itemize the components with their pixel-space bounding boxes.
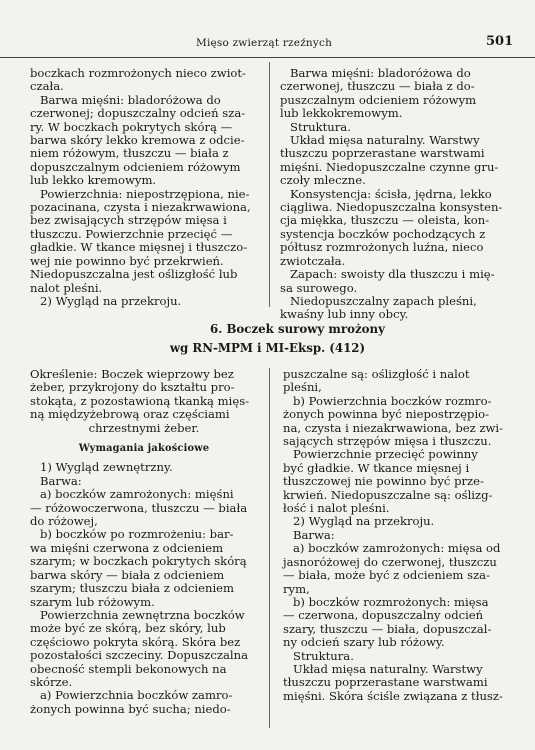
text-line: Struktura. [293, 648, 354, 663]
text-line: niem różowym, tłuszczu — biała z [30, 146, 229, 161]
text-line: jasnoróżowej do czerwonej, tłuszczu [283, 554, 497, 569]
text-line: chrzestnymi żeber. [88, 420, 200, 435]
text-line: gładkie. W tkance mięsnej i tłuszczo- [30, 240, 248, 255]
text-line: lub lekkokremowym. [280, 106, 403, 121]
text-line: b) Powierzchnia boczków rozmro- [293, 393, 492, 408]
text-line: — biała, może być z odcieniem sza- [283, 568, 491, 583]
text-line: ry. W boczkach pokrytych skórą — [30, 119, 233, 134]
text-line: szarym; w boczkach pokrytych skórą [30, 554, 247, 569]
text-line: mięśni. Niedopuszczalne czynne gru- [280, 159, 499, 174]
text-line: czoły mleczne. [280, 173, 366, 188]
text-line: ny odcień szary lub różowy. [283, 635, 445, 650]
text-line: żeber, przykrojony do kształtu pro- [30, 380, 235, 395]
text-line: Barwa: [40, 473, 82, 488]
text-line: zwiotczała. [280, 253, 346, 268]
text-line: lub lekko kremowym. [30, 173, 157, 188]
top-column-divider [269, 62, 270, 307]
text-line: ciągliwa. Niedopuszczalna konsysten- [280, 200, 503, 215]
requirements-subheading: Wymagania jakościowe [78, 443, 210, 455]
top-right-column [280, 67, 512, 322]
text-line: boczkach rozmrożonych nieco zwiot- [30, 66, 246, 80]
text-line: krwień. Niedopuszczalne są: oślizg- [283, 487, 493, 502]
page-header [0, 30, 535, 52]
text-line: Struktura. [290, 119, 351, 134]
text-line: może być ze skórą, bez skóry, lub [30, 621, 226, 636]
text-line: żonych powinna być sucha; niedo- [30, 701, 231, 716]
text-line: b) boczków rozmrożonych: mięsa [293, 594, 489, 609]
text-line: a) Powierzchnia boczków zamro- [40, 688, 233, 703]
text-line: tłuszczu poprzerastane warstwami [280, 146, 485, 161]
text-line: Określenie: Boczek wieprzowy bez [30, 367, 234, 381]
text-line: bez zwisających strzępów mięsa i [30, 213, 227, 228]
top-left-column [30, 67, 260, 308]
text-line: wa mięśni czerwona z odcieniem [30, 540, 224, 555]
text-line: a) boczków zamrożonych: mięśni [40, 487, 234, 502]
text-line: żonych powinna być niepostrzępio- [283, 407, 490, 422]
text-line: Niedopuszczalny zapach pleśni, [290, 293, 477, 308]
text-line: pozacinana, czysta i niezakrwawiona, [30, 200, 251, 215]
text-line: pleśni, [283, 380, 322, 395]
text-line: systencja boczków pochodzących z [280, 226, 486, 241]
text-line: ną międzyżebrową oraz częściami [30, 407, 230, 422]
text-line: czerwonej, tłuszczu — biała z do- [280, 79, 475, 94]
text-line: Barwa mięśni: bladoróżowa do [290, 66, 471, 80]
text-line: Powierzchnia zewnętrzna boczków [40, 607, 245, 622]
section-heading [0, 322, 535, 355]
text-line: barwa skóry lekko kremowa z odcie- [30, 133, 245, 148]
text-line: nalot pleśni. [30, 280, 103, 295]
text-line: barwa skóry — biała z odcieniem [30, 567, 225, 582]
text-line: a) boczków zamrożonych: mięsa od [293, 541, 501, 556]
text-line: rym, [283, 581, 310, 596]
text-line: dopuszczalnym odcieniem różowym [30, 159, 241, 174]
bottom-left-column [30, 368, 258, 716]
text-line: mięśni. Skóra ściśle związana z tłusz- [283, 688, 503, 703]
text-line: — czerwona, dopuszczalny odcień [283, 608, 484, 623]
page-number: 501 [486, 34, 514, 49]
text-line: łość i nalot pleśni. [283, 501, 390, 516]
text-line: być gładkie. W tkance mięsnej i [283, 460, 470, 475]
text-line: b) boczków po rozmrożeniu: bar- [40, 527, 234, 542]
text-line: kwaśny lub inny obcy. [280, 307, 409, 322]
text-line: wej nie powinno być przekrwień. [30, 253, 224, 268]
text-line: szarym; tłuszczu biała z odcieniem [30, 581, 235, 596]
header-rule [0, 57, 535, 58]
text-line: tłuszczu poprzerastane warstwami [283, 675, 488, 690]
text-line: tłuszczowej nie powinno być prze- [283, 474, 484, 489]
text-line: pozostałości szczeciny. Dopuszczalna [30, 648, 248, 663]
text-line: 2) Wygląd na przekroju. [40, 293, 182, 308]
bottom-column-divider [269, 368, 270, 728]
running-title: Mięso zwierząt rzeźnych [196, 37, 333, 49]
section-title: 6. Boczek surowy mrożony [210, 322, 385, 336]
text-line: 1) Wygląd zewnętrzny. [40, 460, 173, 475]
text-line: cja miękka, tłuszczu — oleista, kon- [280, 213, 490, 228]
text-line: półtusz rozmrożonych luźna, nieco [280, 240, 484, 255]
text-line: czerwonej; dopuszczalny odcień sza- [30, 106, 246, 121]
text-line: stokąta, z pozostawioną tkanką mięs- [30, 393, 250, 408]
text-line: skórze. [30, 674, 73, 689]
text-line: Układ mięsa naturalny. Warstwy [290, 133, 480, 148]
text-line: sających strzępów mięsa i tłuszczu. [283, 434, 492, 449]
text-line: Zapach: swoisty dla tłuszczu i mię- [290, 267, 495, 282]
text-line: sa surowego. [280, 280, 358, 295]
text-line: do różowej, [30, 514, 98, 529]
text-line: — różowoczerwona, tłuszczu — biała [30, 500, 248, 515]
text-line: szary, tłuszczu — biała, dopuszczal- [283, 621, 492, 636]
text-line: puszczalne są: oślizgłość i nalot [283, 367, 470, 381]
text-line: na, czysta i niezakrwawiona, bez zwi- [283, 420, 504, 435]
text-line: częściowo pokryta skórą. Skóra bez [30, 634, 241, 649]
text-line: Układ mięsa naturalny. Warstwy [293, 661, 483, 676]
text-line: Barwa: [293, 527, 335, 542]
text-line: puszczalnym odcieniem różowym [280, 92, 477, 107]
text-line: Konsystencja: ścisła, jędrna, lekko [290, 186, 492, 201]
bottom-right-column [283, 368, 510, 703]
text-line: czała. [30, 79, 64, 94]
text-line: obecność stempli bekonowych na [30, 661, 227, 676]
text-line: 2) Wygląd na przekroju. [293, 514, 435, 529]
text-line: Barwa mięśni: bladoróżowa do [40, 92, 221, 107]
text-line: szarym lub różowym. [30, 594, 155, 609]
section-subtitle: wg RN-MPM i MI-Eksp. (412) [169, 341, 366, 355]
text-line: Powierzchnia: niepostrzępiona, nie- [40, 186, 250, 201]
text-line: Powierzchnie przecięć powinny [293, 447, 478, 462]
text-line: tłuszczu. Powierzchnie przecięć — [30, 226, 233, 241]
text-line: Niedopuszczalna jest oślizgłość lub [30, 267, 238, 282]
